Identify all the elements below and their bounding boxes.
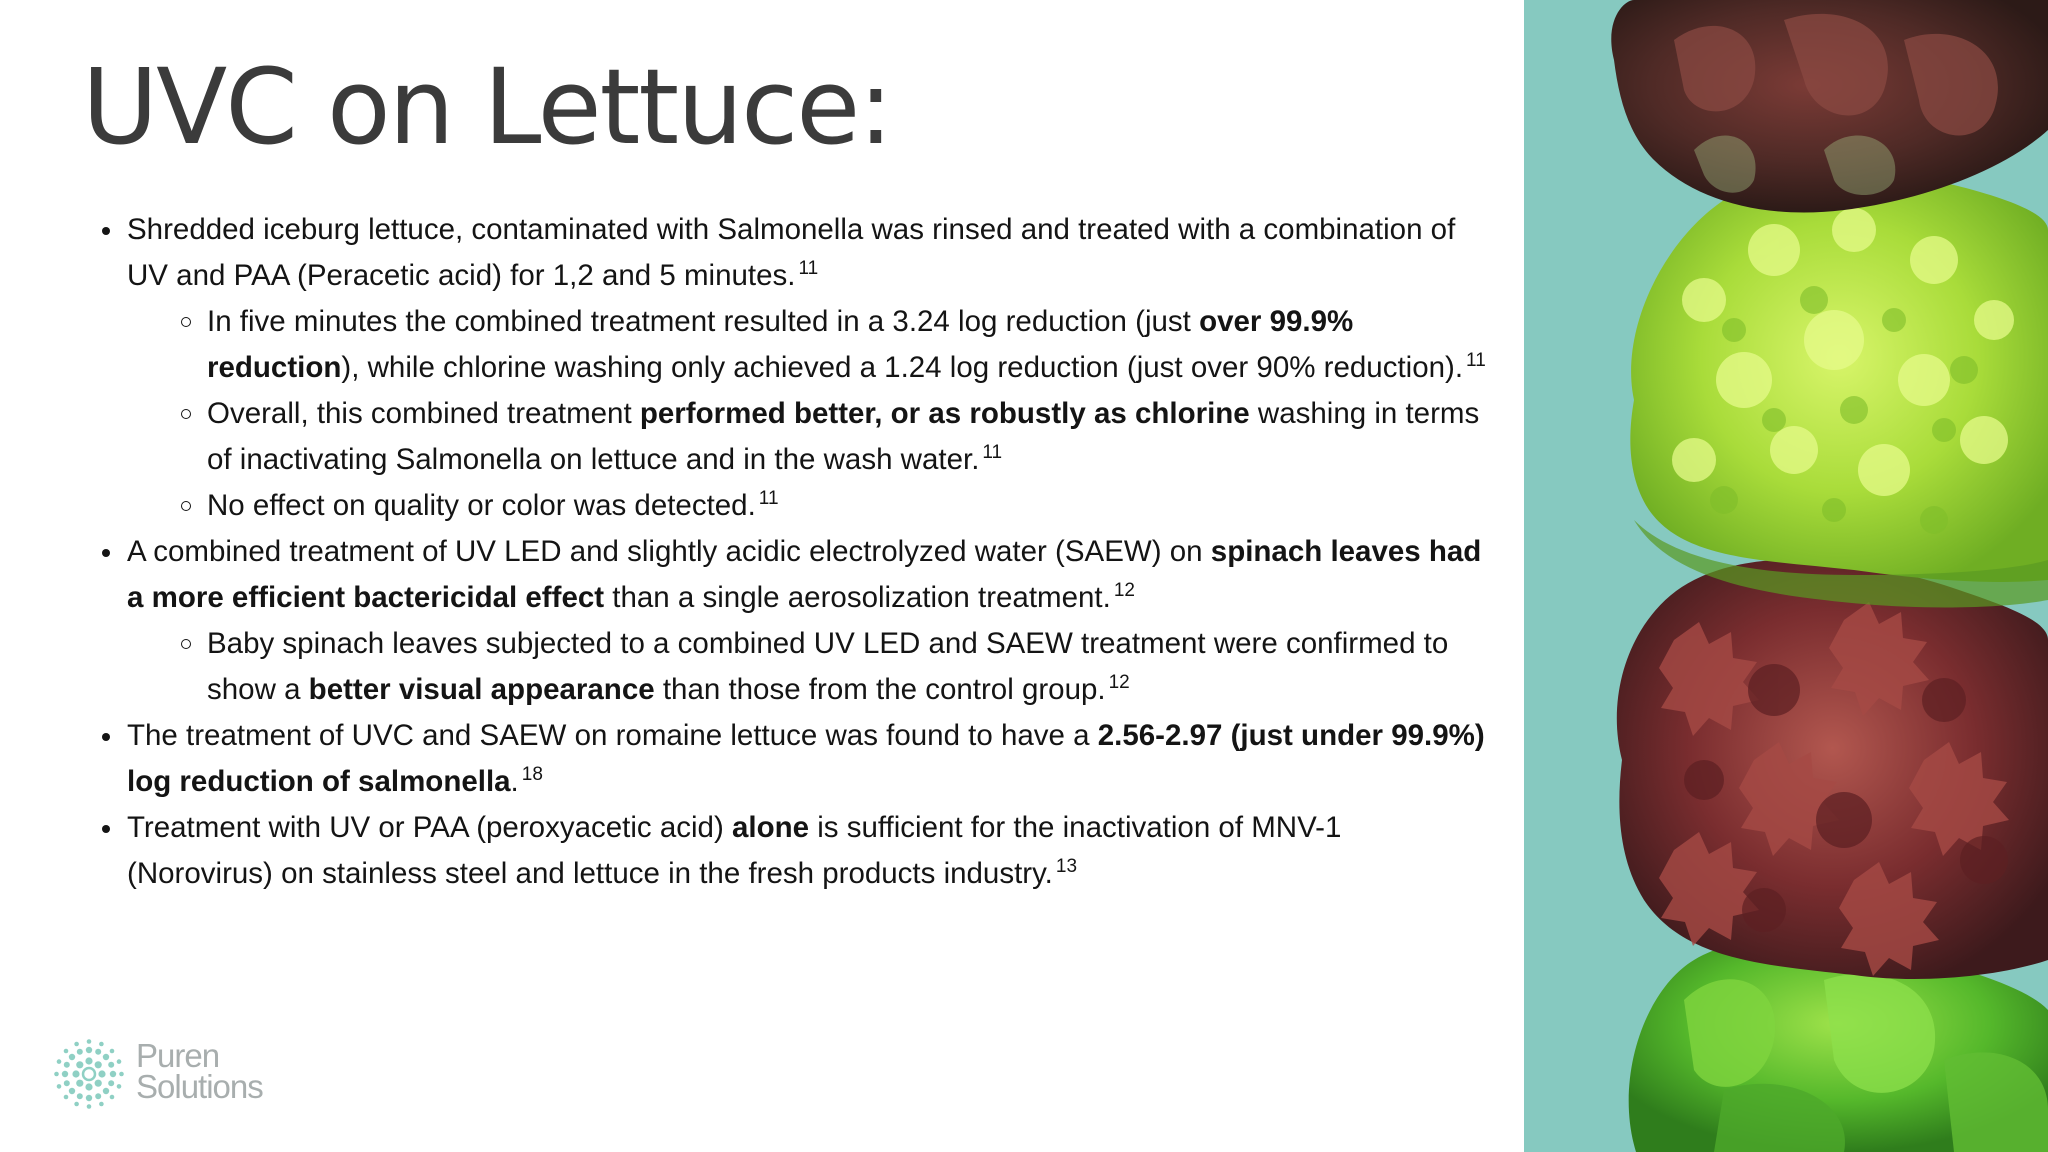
bullet-norovirus: Treatment with UV or PAA (peroxyacetic acid) alone is sufficient for the inactivation of MNV-1 (Norovirus) on stainless steel and lettuce in the fresh products industry. $^{13}$ — [100, 805, 1490, 897]
citation-ref: 18 — [521, 764, 543, 785]
citation-ref: 12 — [1113, 580, 1135, 601]
citation-ref: 12 — [1108, 672, 1130, 693]
bullet-iceberg-lettuce: Shredded iceburg lettuce, contaminated with Salmonella was rinsed and treated with a combination of UV and PAA (Peracetic acid) for 1,2 and 5 minutes. $^{11}$ In five minutes the combined treatment resulted in a 3.24 log reduction (just over 99.9% reduction), while chlorine washing only achieved a 1.24 log reduction (just over 90% reduction). $^{11}$ Overall, this combined treatment performed better, or as robustly as chlorine washing in terms of inactivating Salmonella on lettuce and in the wash water. $^{11}$ No effect on quality or color was detected. $^{11}$ — [100, 207, 1490, 529]
sub-bullet-log-reduction: In five minutes the combined treatment resulted in a 3.24 log reduction (just over 99.9% reduction), while chlorine washing only achieved a 1.24 log reduction (just over 90% reduction). $^{11}$ — [127, 299, 1490, 391]
sub-bullet-list — [127, 299, 1490, 529]
sub-bullet-baby-spinach: Baby spinach leaves subjected to a combined UV LED and SAEW treatment were confirmed to show a better visual appearance than those from the control group. $^{12}$ — [127, 621, 1490, 713]
lettuce-image-panel — [1524, 0, 2048, 1152]
sunburst-dots-icon — [54, 1039, 124, 1109]
logo-line-1: Puren — [136, 1037, 220, 1074]
citation-ref: 13 — [1055, 856, 1078, 877]
sub-bullet-vs-chlorine: Overall, this combined treatment performed better, or as robustly as chlorine washing in terms of inactivating Salmonella on lettuce and in the wash water. $^{11}$ — [127, 391, 1490, 483]
bullet-spinach: A combined treatment of UV LED and slightly acidic electrolyzed water (SAEW) on spinach leaves had a more efficient bactericidal effect than a single aerosolization treatment. $^{12}$ Baby spinach leaves subjected to a combined UV LED and SAEW treatment were confirmed to show a better visual appearance than those from the control group. $^{12}$ — [100, 529, 1490, 713]
lettuce-stack-image — [1524, 0, 2048, 1152]
bullet-romaine: The treatment of UVC and SAEW on romaine lettuce was found to have a 2.56-2.97 (just under 99.9%) log reduction of salmonella. $^{18}$ — [100, 713, 1490, 805]
citation-ref: 11 — [1466, 350, 1486, 371]
citation-ref: 11 — [758, 488, 779, 509]
sub-bullet-quality: No effect on quality or color was detected. $^{11}$ — [127, 483, 1490, 529]
slide-title: UVC on Lettuce: — [82, 46, 892, 168]
citation-ref: 11 — [798, 258, 819, 279]
logo-line-2: Solutions — [136, 1068, 263, 1105]
puren-solutions-logo — [54, 1036, 284, 1110]
citation-ref: 11 — [982, 442, 1003, 463]
bullet-list — [100, 207, 1490, 897]
sub-bullet-list — [127, 621, 1490, 713]
bullet-content — [100, 207, 1490, 897]
logo-wordmark — [136, 1037, 263, 1105]
